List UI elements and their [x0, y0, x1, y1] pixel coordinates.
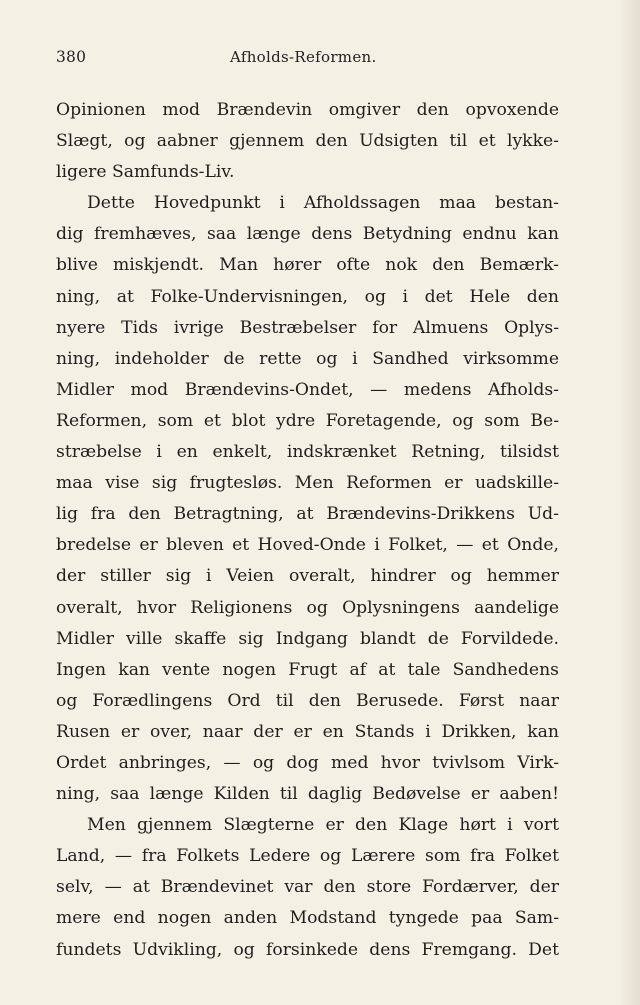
page-edge-shadow	[618, 0, 640, 1005]
text-line: selv, — at Brændevinet var den store Fordærver, der	[56, 877, 559, 898]
text-line: Slægt, og aabner gjennem den Udsigten til et lykke-	[56, 131, 559, 152]
text-line: Reformen, som et blot ydre Foretagende, og som Be-	[56, 410, 559, 431]
text-line: Ordet anbringes, — og dog med hvor tvivlsom Virk-	[56, 752, 559, 773]
text-line: blive miskjendt. Man hører ofte nok den Bemærk-	[56, 255, 559, 276]
text-line: der stiller sig i Veien overalt, hindrer og hemmer	[56, 566, 559, 587]
text-line: ning, saa længe Kilden til daglig Bedøvelse er aaben!	[56, 784, 559, 805]
text-line: dig fremhæves, saa længe dens Betydning endnu kan	[56, 224, 559, 245]
page-header	[56, 48, 559, 72]
text-line: nyere Tids ivrige Bestræbelser for Almuens Oplys-	[56, 317, 559, 338]
text-line: Midler mod Brændevins-Ondet, — medens Afholds-	[56, 379, 559, 400]
text-line: Opinionen mod Brændevin omgiver den opvoxende	[56, 100, 559, 120]
text-line: maa vise sig frugtesløs. Men Reformen er uadskille-	[56, 473, 559, 494]
body-text	[56, 95, 559, 966]
text-line: fundets Udvikling, og forsinkede dens Fremgang. Det	[56, 939, 559, 960]
running-title: Afholds-Reformen.	[230, 48, 377, 66]
text-line: Ingen kan vente nogen Frugt af at tale Sandhedens	[56, 659, 559, 680]
text-line: Men gjennem Slægterne er den Klage hørt i vort	[87, 815, 559, 836]
text-line: og Forædlingens Ord til den Berusede. Først naar	[56, 690, 559, 711]
text-line: Dette Hovedpunkt i Afholdssagen maa bestan-	[87, 193, 559, 214]
text-line: ning, indeholder de rette og i Sandhed virksomme	[56, 348, 559, 369]
text-line: lig fra den Betragtning, at Brændevins-Drikkens Ud-	[56, 504, 559, 525]
text-line: bredelse er bleven et Hoved-Onde i Folket, — et Onde,	[56, 535, 559, 556]
text-line: ligere Samfunds-Liv.	[56, 162, 235, 183]
text-line: Rusen er over, naar der er en Stands i Drikken, kan	[56, 721, 559, 742]
text-line: mere end nogen anden Modstand tyngede paa Sam-	[56, 908, 559, 929]
text-line: stræbelse i en enkelt, indskrænket Retning, tilsidst	[56, 442, 559, 463]
text-line: ning, at Folke-Undervisningen, og i det Hele den	[56, 286, 559, 307]
text-line: Midler ville skaffe sig Indgang blandt de Forvildede.	[56, 628, 559, 649]
page-number: 380	[56, 48, 87, 66]
text-line: overalt, hvor Religionens og Oplysningens aandelige	[56, 597, 559, 618]
text-line: Land, — fra Folkets Ledere og Lærere som fra Folket	[56, 846, 559, 867]
